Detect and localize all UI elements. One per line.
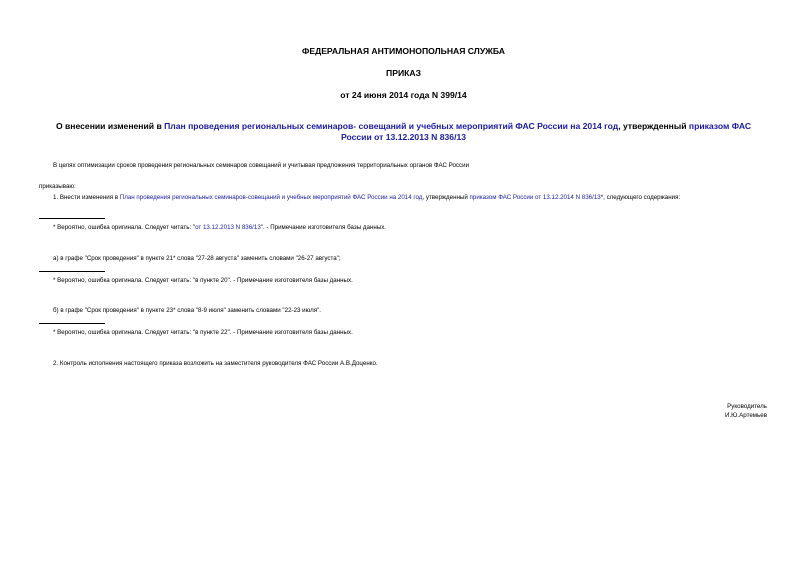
title-order-link[interactable]: приказом ФАС России от 13.12.2013 N 836/13	[340, 121, 752, 142]
footnote-divider	[39, 323, 105, 324]
agency-name: ФЕДЕРАЛЬНАЯ АНТИМОНОПОЛЬНАЯ СЛУЖБА	[302, 46, 505, 56]
document-type: ПРИКАЗ	[386, 68, 421, 78]
footnote-1-link[interactable]: от 13.12.2013 N 836/13	[195, 224, 261, 231]
title-middle: , утвержденный	[618, 121, 689, 131]
footnote-divider	[39, 271, 105, 272]
item-1-plan-link[interactable]: План проведения региональных семинаров-совещаний и учебных мероприятий ФАС России на 2014 год	[119, 194, 423, 201]
intro-paragraph: В целях оптимизации сроков проведения региональных семинаров совещаний и учитывая предложения территориальных органов ФАС России	[53, 162, 470, 169]
title-plan-link[interactable]: План проведения региональных семинаров- совещаний и учебных мероприятий ФАС России на 2014 год	[164, 121, 619, 131]
signature-position: Руководитель	[727, 403, 767, 410]
item-a-paragraph: а) в графе "Срок проведения" в пункте 21* слова "27-28 августа" заменить словами "26-27 августа";	[53, 255, 341, 262]
footnote-1	[53, 224, 386, 232]
document-title	[40, 121, 767, 143]
title-prefix: О внесении изменений в	[55, 121, 165, 131]
item-1-paragraph	[39, 194, 768, 202]
footnote-1-prefix: * Вероятно, ошибка оригинала. Следует читать: "	[53, 224, 196, 231]
order-word: приказываю:	[39, 183, 76, 190]
footnote-2: * Вероятно, ошибка оригинала. Следует читать: "в пункте 20". - Примечание изготовителя базы данных.	[53, 277, 353, 284]
item-b-paragraph: б) в графе "Срок проведения" в пункте 23* слова "8-9 июля" заменить словами "22-23 июля".	[53, 307, 322, 314]
document-date-number: от 24 июня 2014 года N 399/14	[340, 90, 467, 100]
item-1-prefix: 1. Внести изменения в	[53, 194, 120, 201]
signature-name: И.Ю.Артемьев	[725, 412, 767, 419]
footnote-3: * Вероятно, ошибка оригинала. Следует читать: "в пункте 22". - Примечание изготовителя базы данных.	[53, 329, 353, 336]
item-1-order-link[interactable]: приказом ФАС России от 13.12.2014 N 836/13	[469, 194, 601, 201]
item-1-middle: , утвержденный	[422, 194, 470, 201]
item-1-suffix: *, следующего содержания:	[600, 194, 681, 201]
footnote-1-suffix: ". - Примечание изготовителя базы данных.	[260, 224, 387, 231]
item-2-paragraph: 2. Контроль исполнения настоящего приказа возложить на заместителя руководителя ФАС России А.В.Доценко.	[53, 360, 378, 367]
footnote-divider	[39, 218, 105, 219]
